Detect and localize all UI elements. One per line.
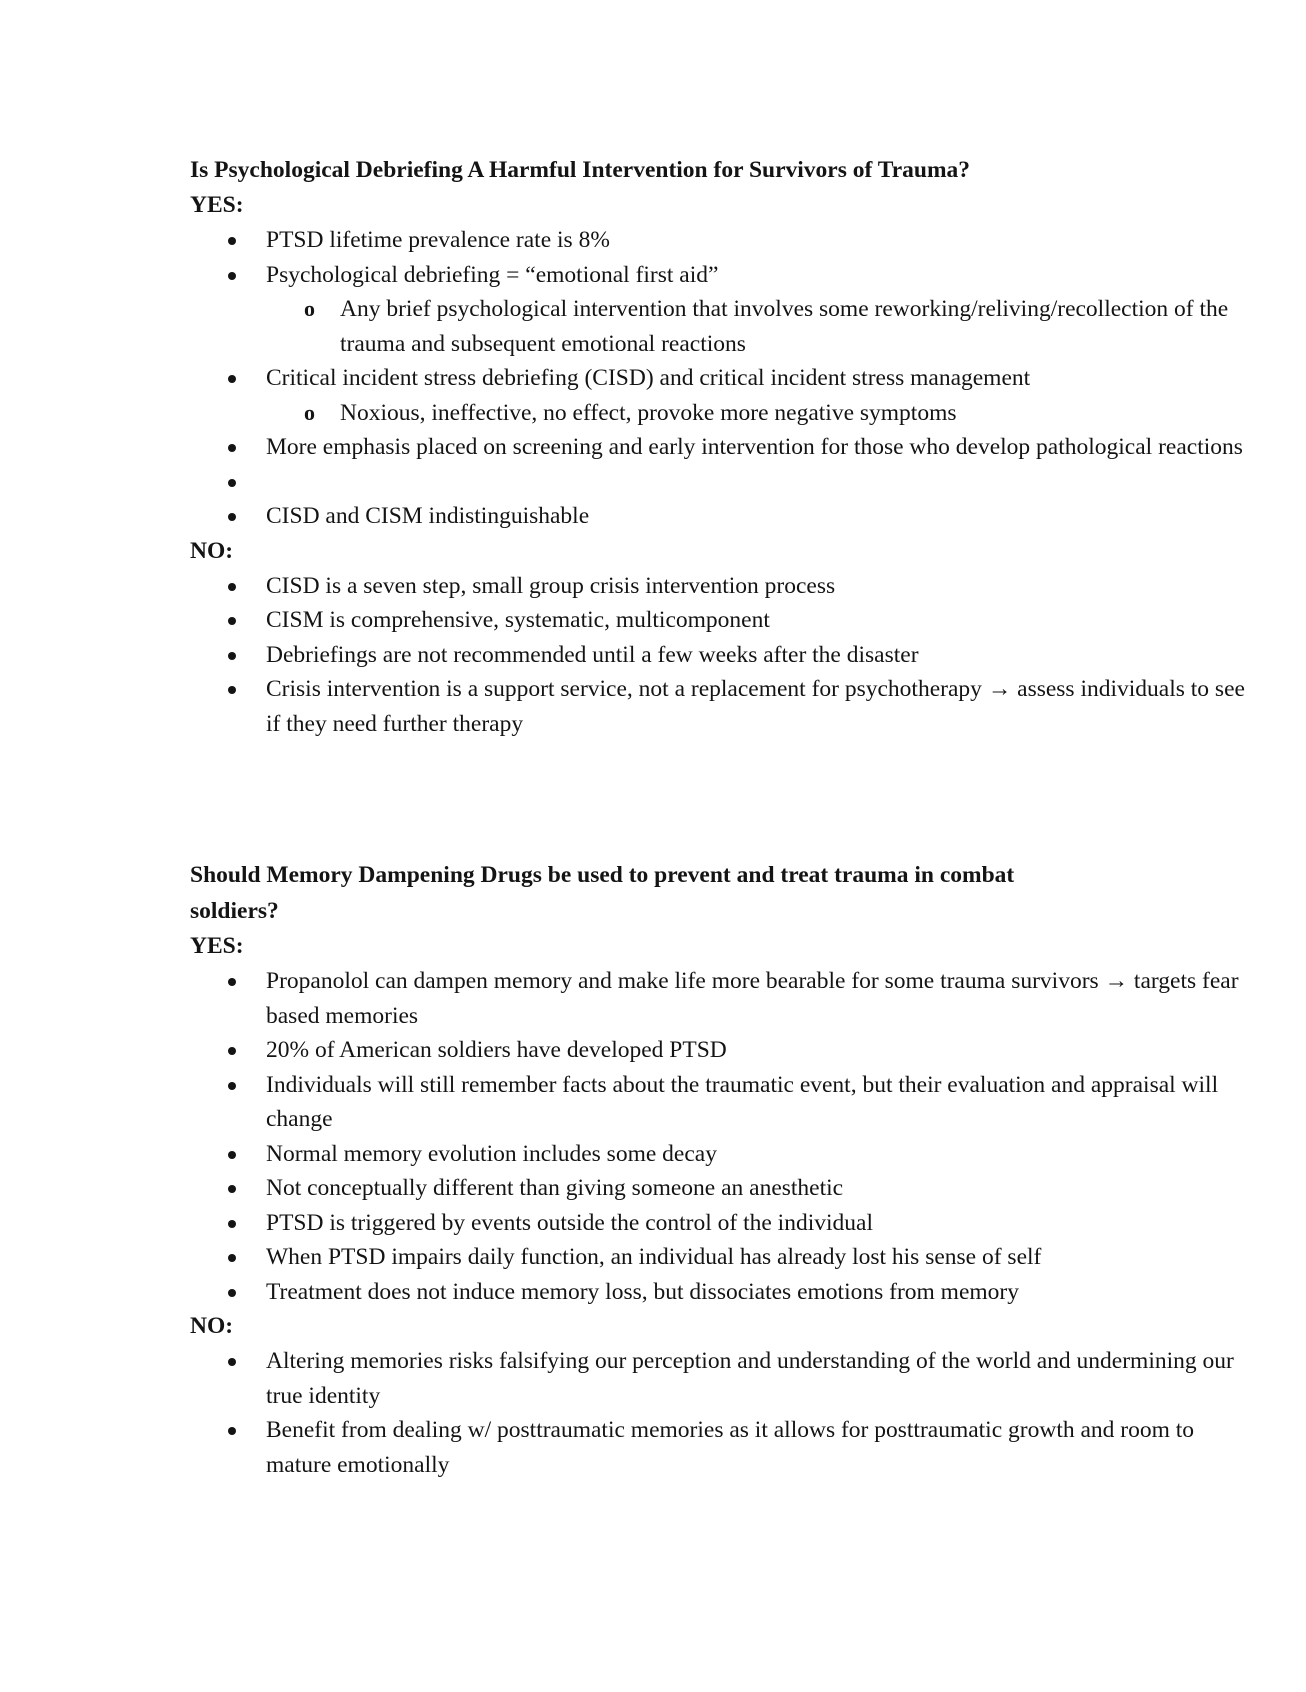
bullet-icon [228,1082,236,1090]
bullet-icon [228,444,236,452]
list-item [190,638,1250,673]
list-item-text: CISD and CISM indistinguishable [266,503,590,529]
list-item-text: Crisis intervention is a support service, not a replacement for psychotherapy → assess individuals to see if they need further therapy [266,676,1245,737]
yes-label: YES: [190,933,244,959]
list-item-text: Debriefings are not recommended until a few weeks after the disaster [266,641,919,668]
yes-arguments-list [190,964,1250,1309]
list-item [190,465,1250,500]
list-item [190,1137,1250,1172]
list-item-text: CISD is a seven step, small group crisis intervention process [266,572,836,599]
list-item-text: PTSD lifetime prevalence rate is 8% [266,227,610,253]
list-item-text: 20% of American soldiers have developed PTSD [266,1037,727,1063]
no-arguments-list [190,1344,1250,1482]
no-label: NO: [190,537,234,564]
list-item-text: CISM is comprehensive, systematic, multicomponent [266,607,770,633]
bullet-icon [228,1047,236,1055]
list-item [190,569,1250,604]
sub-list-item [190,396,1250,431]
list-item [190,1171,1250,1206]
bullet-icon [228,652,236,660]
bullet-icon [228,1151,236,1159]
no-label: NO: [190,1313,234,1339]
list-item [190,672,1250,741]
sub-list [266,292,1250,361]
bullet-icon [228,479,236,487]
list-item [190,603,1250,638]
list-item-text: Critical incident stress debriefing (CISD) and critical incident stress management [266,365,1031,391]
yes-arguments-list [190,223,1250,534]
bullet-icon [228,978,236,986]
sub-bullet-icon: o [304,296,315,321]
list-item-text: Propanolol can dampen memory and make life more bearable for some trauma survivors → targets fear based memories [266,968,1239,1029]
list-item [190,430,1250,465]
sub-list [266,396,1250,431]
sub-list-item-text: Any brief psychological intervention that involves some reworking/reliving/recollection of the trauma and subsequent emotional reactions [340,296,1229,357]
list-item-text: PTSD is triggered by events outside the control of the individual [266,1209,873,1236]
bullet-icon [228,1427,236,1435]
list-item [190,1344,1250,1413]
list-item-text: Psychological debriefing = “emotional first aid” [266,261,719,288]
list-item [190,499,1250,534]
list-item-text: Treatment does not induce memory loss, but dissociates emotions from memory [266,1278,1019,1305]
list-item [190,361,1250,430]
no-arguments-list [190,569,1250,742]
bullet-icon [228,513,236,521]
bullet-icon [228,1220,236,1228]
bullet-icon [228,1358,236,1366]
list-item [190,1068,1250,1137]
list-item-text: Not conceptually different than giving someone an anesthetic [266,1175,844,1201]
list-item-text: Individuals will still remember facts about the traumatic event, but their evaluation and appraisal will change [266,1071,1219,1132]
list-item-text: Normal memory evolution includes some decay [266,1140,717,1167]
bullet-icon [228,375,236,383]
list-item-text: More emphasis placed on screening and early intervention for those who develop pathological reactions [266,434,1243,460]
list-item [190,1240,1250,1275]
bullet-icon [228,237,236,245]
debate-section [190,857,1250,1482]
sub-list-item-text: Noxious, ineffective, no effect, provoke more negative symptoms [340,399,957,426]
list-item [190,964,1250,1033]
list-item [190,258,1250,362]
bullet-icon [228,1289,236,1297]
bullet-icon [228,1185,236,1193]
list-item-text: When PTSD impairs daily function, an individual has already lost his sense of self [266,1244,1042,1270]
list-item [190,1413,1250,1482]
bullet-icon [228,617,236,625]
bullet-icon [228,1254,236,1262]
section-title: Should Memory Dampening Drugs be used to prevent and treat trauma in combat soldiers? [190,862,1015,924]
list-item [190,1275,1250,1310]
bullet-icon [228,686,236,694]
section-title: Is Psychological Debriefing A Harmful Intervention for Survivors of Trauma? [190,157,971,183]
list-item-text: Altering memories risks falsifying our perception and understanding of the world and undermining our true identity [266,1348,1234,1409]
bullet-icon [228,583,236,591]
list-item [190,1033,1250,1068]
sub-list-item [190,292,1250,361]
sub-bullet-icon: o [304,399,315,425]
list-item [190,223,1250,258]
list-item-text: Benefit from dealing w/ posttraumatic memories as it allows for posttraumatic growth and room to mature emotionally [266,1417,1195,1478]
debate-section [190,152,1250,741]
list-item [190,1206,1250,1241]
bullet-icon [228,272,236,280]
yes-label: YES: [190,192,244,218]
